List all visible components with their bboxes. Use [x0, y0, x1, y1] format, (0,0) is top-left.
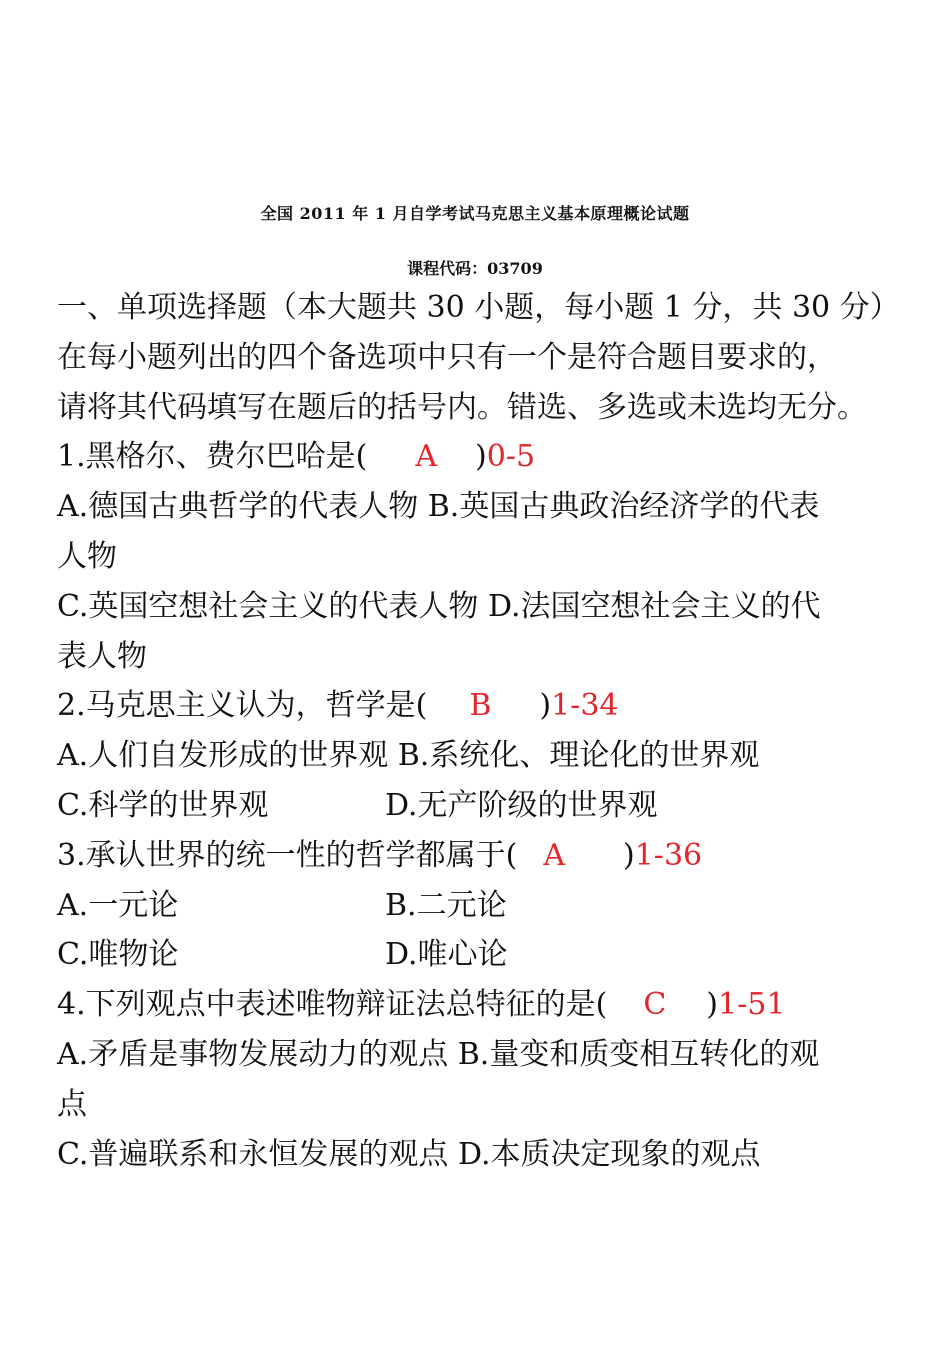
document-title: 全国 2011 年 1 月自学考试马克思主义基本原理概论试题	[260, 204, 690, 223]
chapter-ref: 1-51	[718, 987, 786, 1023]
chapter-ref: 1-34	[551, 688, 619, 724]
question-3-stem-line	[57, 831, 902, 881]
answer-mark: B	[469, 688, 492, 724]
option-d: D.唯心论	[385, 937, 508, 973]
question-option-line	[57, 881, 902, 931]
question-option-line: 点	[57, 1086, 87, 1122]
option-b: B.二元论	[385, 887, 507, 923]
question-option-line: A.人们自发形成的世界观 B.系统化、理论化的世界观	[57, 738, 760, 774]
question-option-line: C.普遍联系和永恒发展的观点 D.本质决定现象的观点	[57, 1136, 761, 1172]
question-2-stem-line	[57, 681, 902, 731]
question-stem: 2.马克思主义认为，哲学是(	[57, 688, 428, 724]
question-close-paren: )	[706, 987, 719, 1023]
question-close-paren: )	[475, 439, 487, 475]
option-a: A.一元论	[57, 887, 179, 923]
option-d: D.无产阶级的世界观	[385, 787, 658, 823]
section-heading: 一、单项选择题（本大题共 30 小题，每小题 1 分，共 30 分）	[57, 290, 900, 325]
question-option-line	[57, 930, 902, 980]
question-stem: 1.黑格尔、费尔巴哈是(	[57, 439, 368, 475]
section-instruction: 在每小题列出的四个备选项中只有一个是符合题目要求的，	[57, 339, 837, 375]
question-option-line: C.英国空想社会主义的代表人物 D.法国空想社会主义的代	[57, 588, 821, 624]
answer-mark: A	[415, 439, 437, 475]
question-1-stem-line	[57, 432, 902, 482]
question-stem: 3.承认世界的统一性的哲学都属于(	[57, 837, 518, 873]
question-close-paren: )	[623, 837, 635, 873]
course-code: 课程代码：03709	[407, 259, 543, 278]
question-stem: 4.下列观点中表述唯物辩证法总特征的是(	[57, 987, 608, 1023]
question-option-line: 人物	[57, 538, 117, 574]
question-close-paren: )	[539, 688, 552, 724]
answer-mark: C	[643, 987, 667, 1023]
chapter-ref: 0-5	[486, 439, 536, 475]
question-option-line: A.德国古典哲学的代表人物 B.英国古典政治经济学的代表	[57, 489, 820, 525]
question-option-line	[57, 781, 902, 831]
answer-mark: A	[543, 837, 565, 873]
document-body	[57, 283, 902, 1179]
question-option-line: A.矛盾是事物发展动力的观点 B.量变和质变相互转化的观	[57, 1036, 820, 1072]
question-option-line: 表人物	[57, 638, 147, 674]
option-c: C.科学的世界观	[57, 787, 269, 823]
chapter-ref: 1-36	[634, 837, 703, 873]
question-4-stem-line	[57, 980, 902, 1030]
section-instruction: 请将其代码填写在题后的括号内。错选、多选或未选均无分。	[57, 389, 867, 425]
option-c: C.唯物论	[57, 937, 179, 973]
